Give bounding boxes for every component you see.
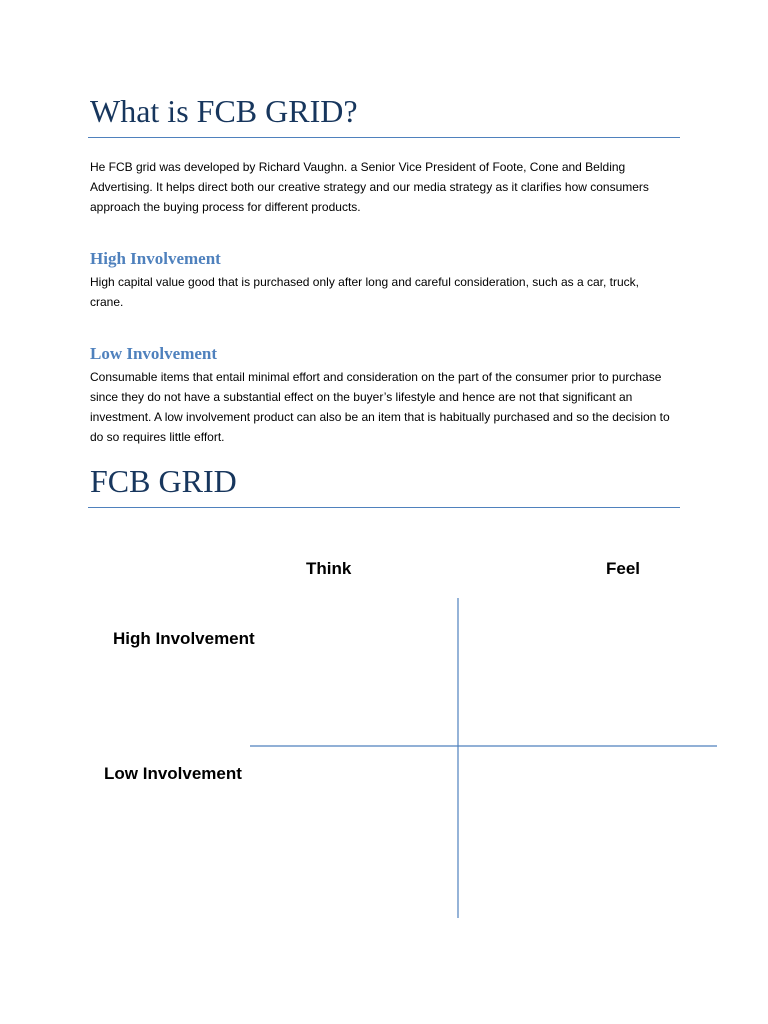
high-involvement-heading: High Involvement — [90, 249, 221, 268]
low-involvement-paragraph: Consumable items that entail minimal effort and consideration on the part of the consumer prior to purchase since they do not have a substantial effect on the buyer’s lifestyle and hence are not that significant an investment. A low involvement product can also be an item that is habitually purchased and so the decision to do so requires little effort. — [90, 370, 670, 444]
grid-section-title: FCB GRID — [90, 463, 237, 499]
grid-column-feel: Feel — [606, 559, 641, 578]
grid-column-think: Think — [306, 559, 352, 578]
high-involvement-paragraph: High capital value good that is purchased only after long and careful consideration, such as a car, truck, crane. — [90, 275, 639, 309]
page-title: What is FCB GRID? — [90, 93, 358, 129]
low-involvement-heading: Low Involvement — [90, 344, 218, 363]
intro-paragraph: He FCB grid was developed by Richard Vaughn. a Senior Vice President of Foote, Cone and Belding Advertising. It helps direct both our creative strategy and our media strategy as it clarifies how consumers approach the buying process for different products. — [90, 160, 649, 214]
grid-row-low-involvement: Low Involvement — [104, 764, 242, 783]
grid-row-high-involvement: High Involvement — [113, 629, 255, 648]
